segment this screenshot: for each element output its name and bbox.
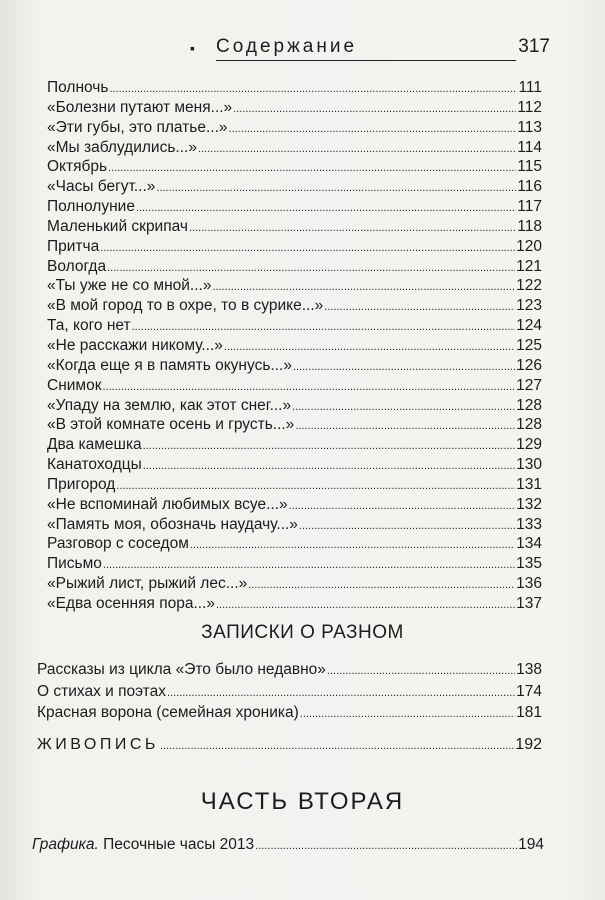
toc-entry-page: 115 [517, 158, 542, 176]
toc-entry-title: «Ты уже не со мной...» [47, 277, 212, 295]
toc-entry-page: 138 [516, 661, 542, 678]
header-rule [216, 60, 516, 61]
toc-entry-page: 117 [517, 198, 542, 216]
toc-entry-title: ЖИВОПИСЬ [37, 736, 159, 753]
toc-entry[interactable] [37, 703, 542, 725]
toc-entry-page: 112 [517, 98, 542, 116]
toc-entry-title: «Едва осенняя пора...» [47, 594, 215, 612]
toc-leader-dots [292, 398, 515, 417]
toc-entry[interactable] [32, 835, 544, 855]
part-two-title: ЧАСТЬ ВТОРАЯ [200, 788, 405, 815]
toc-leader-dots [255, 837, 517, 856]
toc-entry-title: «Мы заблудились...» [47, 138, 197, 156]
toc-entry-page: 122 [516, 277, 542, 295]
toc-entry-page: 137 [516, 594, 542, 612]
toc-entry[interactable] [47, 296, 542, 316]
toc-entry-title: «Часы бегут...» [47, 178, 156, 196]
toc-leader-dots [212, 278, 515, 297]
toc-list-notes [37, 660, 542, 725]
toc-entry-page: 111 [518, 79, 542, 96]
toc-leader-dots [295, 417, 515, 436]
toc-entry[interactable] [47, 396, 542, 416]
toc-entry-page: 118 [517, 217, 542, 235]
toc-entry-title: «Упаду на землю, как этот снег...» [47, 396, 292, 414]
header-bullet: ▪ [190, 40, 195, 56]
toc-entry-page: 174 [516, 682, 542, 700]
toc-entry-title: Вологда [47, 257, 107, 275]
toc-leader-dots [109, 80, 517, 99]
toc-entry[interactable] [47, 217, 542, 237]
toc-leader-dots [300, 705, 515, 724]
toc-entry-title: «Болезни путают меня...» [47, 98, 233, 116]
toc-graphics [32, 835, 544, 855]
toc-entry-page: 130 [516, 456, 542, 474]
toc-entry-page: 125 [516, 336, 542, 354]
toc-entry[interactable] [47, 157, 542, 177]
toc-entry[interactable] [37, 735, 542, 755]
toc-entry-page: 116 [517, 178, 542, 196]
toc-entry[interactable] [47, 118, 542, 138]
header-title: Содержание [216, 36, 358, 57]
toc-entry-page: 114 [517, 138, 542, 156]
toc-entry-title: О стихах и поэтах [37, 682, 166, 700]
toc-entry-title: Полнолуние [47, 198, 135, 216]
toc-entry[interactable] [47, 78, 542, 98]
toc-leader-dots [189, 219, 516, 238]
toc-entry-page: 127 [516, 376, 542, 394]
toc-entry-page: 129 [516, 436, 542, 454]
toc-leader-dots [156, 179, 516, 198]
toc-entry[interactable] [47, 316, 542, 336]
toc-entry[interactable] [47, 177, 542, 197]
graphics-label: Графика. [32, 836, 99, 853]
toc-entry-page: 113 [517, 118, 542, 136]
toc-leader-dots [132, 318, 516, 337]
toc-leader-dots [102, 378, 515, 397]
toc-entry[interactable] [47, 475, 542, 495]
toc-entry[interactable] [47, 257, 542, 277]
toc-entry-title: «Память моя, обозначь наудачу...» [47, 515, 298, 533]
toc-entry-page: 194 [518, 836, 544, 853]
toc-leader-dots [107, 259, 515, 278]
toc-leader-dots [167, 684, 515, 703]
toc-entry-title: Притча [47, 237, 100, 255]
toc-leader-dots [299, 517, 515, 536]
toc-entry-title: «Рыжий лист, рыжий лес...» [47, 575, 248, 593]
toc-entry[interactable] [47, 534, 542, 554]
toc-leader-dots [108, 159, 516, 178]
toc-entry-title: Полночь [47, 79, 109, 96]
toc-leader-dots [324, 298, 515, 317]
toc-entry-title: «В мой город то в охре, то в сурике...» [47, 297, 324, 315]
toc-leader-dots [224, 338, 515, 357]
toc-leader-dots [233, 100, 516, 119]
toc-entry[interactable] [47, 376, 542, 396]
toc-entry-title: Снимок [47, 376, 102, 394]
toc-entry-title: «Эти губы, это платье...» [47, 118, 228, 136]
graphics-title: Песочные часы 2013 [98, 836, 255, 853]
toc-entry-title: Разговор с соседом [47, 535, 189, 553]
toc-entry-title: «В этой комнате осень и грусть...» [47, 416, 295, 434]
toc-leader-dots [103, 556, 515, 575]
toc-entry-page: 134 [516, 535, 542, 553]
toc-entry-title [32, 835, 254, 854]
toc-leader-dots [143, 437, 515, 456]
toc-leader-dots [100, 239, 515, 258]
toc-entry-page: 121 [516, 257, 542, 275]
toc-leader-dots [116, 477, 515, 496]
toc-entry[interactable] [47, 336, 542, 356]
toc-entry-title: Канатоходцы [47, 456, 142, 474]
toc-entry[interactable] [37, 682, 542, 704]
section-title-notes: ЗАПИСКИ О РАЗНОМ [201, 622, 404, 643]
page-header [190, 36, 562, 64]
toc-entry[interactable] [47, 435, 542, 455]
toc-entry-title: Маленький скрипач [47, 217, 188, 235]
toc-painting [37, 735, 542, 755]
toc-entry-page: 123 [516, 297, 542, 315]
toc-entry-page: 132 [516, 495, 542, 513]
toc-entry[interactable] [47, 515, 542, 535]
toc-entry-title: Два камешка [47, 436, 142, 454]
toc-entry[interactable] [47, 574, 542, 594]
toc-entry-page: 126 [516, 356, 542, 374]
toc-entry-page: 128 [516, 416, 542, 434]
toc-entry-page: 136 [516, 575, 542, 593]
toc-entry[interactable] [47, 98, 542, 118]
toc-entry-title: Та, кого нет [47, 317, 131, 335]
toc-leader-dots [136, 199, 516, 218]
toc-entry-page: 181 [516, 704, 542, 721]
toc-entry[interactable] [47, 455, 542, 475]
toc-leader-dots [190, 536, 515, 555]
toc-entry-title: Письмо [47, 555, 102, 573]
toc-entry[interactable] [47, 594, 542, 614]
toc-entry[interactable] [47, 356, 542, 376]
toc-entry-title: Пригород [47, 475, 116, 493]
toc-entry[interactable] [47, 276, 542, 296]
toc-entry-title: «Не расскажи никому...» [47, 336, 223, 354]
toc-entry-title: Красная ворона (семейная хроника) [37, 704, 299, 721]
toc-leader-dots [216, 596, 515, 615]
toc-leader-dots [293, 358, 515, 377]
toc-entry[interactable] [47, 138, 542, 158]
toc-list-part1 [47, 78, 542, 614]
toc-entry-page: 120 [516, 237, 542, 255]
toc-leader-dots [327, 662, 515, 681]
toc-entry[interactable] [47, 197, 542, 217]
toc-entry[interactable] [47, 554, 542, 574]
toc-entry[interactable] [47, 415, 542, 435]
toc-entry-page: 124 [516, 317, 542, 335]
header-page-number: 317 [518, 36, 550, 57]
toc-entry-page: 131 [516, 475, 542, 493]
toc-entry-page: 135 [516, 555, 542, 573]
toc-entry-title: «Когда еще я в память окунусь...» [47, 356, 292, 374]
toc-entry-title: «Не вспоминай любимых всуе...» [47, 495, 288, 513]
toc-leader-dots [160, 737, 514, 756]
toc-entry[interactable] [37, 660, 542, 682]
toc-entry-page: 192 [515, 736, 542, 753]
toc-leader-dots [143, 457, 515, 476]
toc-entry[interactable] [47, 495, 542, 515]
toc-leader-dots [198, 140, 516, 159]
toc-entry-page: 133 [516, 515, 542, 533]
toc-leader-dots [229, 120, 517, 139]
toc-entry[interactable] [47, 237, 542, 257]
toc-leader-dots [289, 497, 515, 516]
toc-entry-page: 128 [516, 396, 542, 414]
toc-entry-title: Октябрь [47, 158, 108, 176]
toc-entry-title: Рассказы из цикла «Это было недавно» [37, 661, 326, 678]
toc-leader-dots [248, 576, 515, 595]
